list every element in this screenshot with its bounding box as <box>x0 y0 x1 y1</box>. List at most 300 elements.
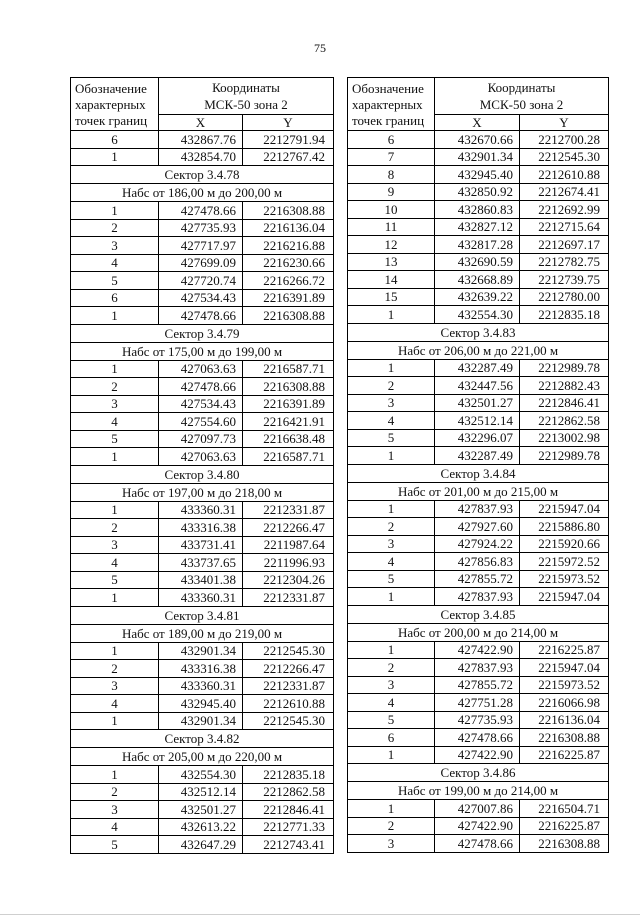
table-row <box>71 660 334 678</box>
x-coordinate-cell: 433316.38 <box>159 519 243 537</box>
y-coordinate-cell: 2212862.58 <box>243 783 334 801</box>
x-coordinate-cell: 432901.34 <box>435 148 520 166</box>
sector-row <box>71 730 334 748</box>
x-coordinate-cell: 427837.93 <box>435 588 520 606</box>
x-coordinate-cell: 432850.92 <box>435 183 520 201</box>
table-row <box>71 642 334 660</box>
y-coordinate-cell: 2216587.71 <box>243 448 334 466</box>
x-coordinate-cell: 432827.12 <box>435 218 520 236</box>
point-number-cell: 1 <box>71 501 159 519</box>
table-row <box>71 272 334 290</box>
y-coordinate-cell: 2216504.71 <box>520 800 609 818</box>
y-coordinate-cell: 2212692.99 <box>520 201 609 219</box>
table-row <box>348 800 609 818</box>
x-coordinate-cell: 432945.40 <box>435 166 520 184</box>
table-row <box>71 766 334 784</box>
y-coordinate-cell: 2216066.98 <box>520 694 609 712</box>
table-row <box>348 253 609 271</box>
point-number-cell: 4 <box>71 413 159 431</box>
y-coordinate-cell: 2215973.52 <box>520 570 609 588</box>
x-coordinate-cell: 432901.34 <box>159 642 243 660</box>
table-row <box>71 202 334 220</box>
y-coordinate-cell: 2216587.71 <box>243 360 334 378</box>
table-row <box>71 395 334 413</box>
y-coordinate-cell: 2216308.88 <box>243 202 334 220</box>
x-coordinate-cell: 427063.63 <box>159 360 243 378</box>
point-number-cell: 1 <box>348 359 435 377</box>
y-coordinate-cell: 2212882.43 <box>520 377 609 395</box>
point-number-cell: 4 <box>71 818 159 836</box>
y-coordinate-cell: 2215920.66 <box>520 535 609 553</box>
y-coordinate-cell: 2212674.41 <box>520 183 609 201</box>
point-number-cell: 5 <box>71 836 159 854</box>
y-coordinate-cell: 2216225.87 <box>520 746 609 764</box>
point-number-cell: 4 <box>348 553 435 571</box>
table-row <box>348 306 609 324</box>
x-coordinate-cell: 427735.93 <box>435 711 520 729</box>
table-row <box>71 783 334 801</box>
table-row <box>348 394 609 412</box>
sector-title: Сектор 3.4.82 <box>71 730 334 748</box>
y-coordinate-cell: 2216216.88 <box>243 237 334 255</box>
page-number: 75 <box>314 41 326 55</box>
point-number-cell: 3 <box>348 535 435 553</box>
y-coordinate-cell: 2216230.66 <box>243 254 334 272</box>
table-row <box>71 712 334 730</box>
x-coordinate-cell: 427699.09 <box>159 254 243 272</box>
range-row <box>71 483 334 501</box>
x-coordinate-cell: 427856.83 <box>435 553 520 571</box>
y-coordinate-cell: 2215947.04 <box>520 500 609 518</box>
y-coordinate-cell: 2212739.75 <box>520 271 609 289</box>
x-coordinate-cell: 432668.89 <box>435 271 520 289</box>
y-coordinate-cell: 2212743.41 <box>243 836 334 854</box>
point-number-cell: 5 <box>348 570 435 588</box>
point-designation-header <box>71 78 159 131</box>
y-coordinate-cell: 2212771.33 <box>243 818 334 836</box>
y-coordinate-cell: 2216225.87 <box>520 641 609 659</box>
height-range: Набс от 205,00 м до 220,00 м <box>71 748 334 766</box>
x-coordinate-cell: 427837.93 <box>435 500 520 518</box>
y-coordinate-cell: 2216308.88 <box>243 307 334 325</box>
point-number-cell: 1 <box>348 306 435 324</box>
coordinates-table-left <box>70 77 334 854</box>
y-coordinate-cell: 2212862.58 <box>520 412 609 430</box>
y-coordinate-cell: 2212989.78 <box>520 359 609 377</box>
x-coordinate-cell: 432647.29 <box>159 836 243 854</box>
table-row <box>348 711 609 729</box>
y-coordinate-cell: 2212331.87 <box>243 501 334 519</box>
table-row <box>71 519 334 537</box>
y-coordinate-cell: 2212266.47 <box>243 519 334 537</box>
x-coordinate-cell: 433360.31 <box>159 589 243 607</box>
table-row <box>348 553 609 571</box>
y-coordinate-cell: 2216308.88 <box>520 835 609 853</box>
point-number-cell: 4 <box>71 695 159 713</box>
sector-row <box>71 166 334 184</box>
sector-row <box>348 764 609 782</box>
x-coordinate-cell: 427097.73 <box>159 430 243 448</box>
point-number-cell: 3 <box>71 536 159 554</box>
range-row <box>348 782 609 800</box>
y-coordinate-cell: 2216308.88 <box>520 729 609 747</box>
x-coordinate-cell: 427837.93 <box>435 659 520 677</box>
x-coordinate-cell: 427478.66 <box>435 729 520 747</box>
range-row <box>348 623 609 641</box>
x-coordinate-cell: 427534.43 <box>159 395 243 413</box>
table-row <box>71 818 334 836</box>
y-coordinate-cell: 2215886.80 <box>520 518 609 536</box>
point-number-cell: 15 <box>348 288 435 306</box>
point-number-cell: 3 <box>71 677 159 695</box>
table-row <box>348 166 609 184</box>
table-row <box>348 500 609 518</box>
y-coordinate-cell: 2212846.41 <box>520 394 609 412</box>
x-coordinate-cell: 433731.41 <box>159 536 243 554</box>
sector-row <box>348 323 609 341</box>
y-coordinate-cell: 2212835.18 <box>520 306 609 324</box>
table-row <box>348 676 609 694</box>
height-range: Набс от 200,00 м до 214,00 м <box>348 623 609 641</box>
table-row <box>348 817 609 835</box>
y-coordinate-cell: 2212697.17 <box>520 236 609 254</box>
y-header: Y <box>243 115 334 131</box>
y-coordinate-cell: 2212780.00 <box>520 288 609 306</box>
x-coordinate-cell: 427924.22 <box>435 535 520 553</box>
point-number-cell: 6 <box>348 729 435 747</box>
x-coordinate-cell: 432501.27 <box>159 801 243 819</box>
sector-row <box>71 324 334 342</box>
range-row <box>71 748 334 766</box>
sector-title: Сектор 3.4.78 <box>71 166 334 184</box>
table-row <box>348 359 609 377</box>
point-number-cell: 5 <box>71 571 159 589</box>
y-coordinate-cell: 2212767.42 <box>243 148 334 166</box>
y-coordinate-cell: 2216638.48 <box>243 430 334 448</box>
x-coordinate-cell: 433316.38 <box>159 660 243 678</box>
point-number-cell: 5 <box>348 711 435 729</box>
x-coordinate-cell: 427735.93 <box>159 219 243 237</box>
sector-title: Сектор 3.4.83 <box>348 323 609 341</box>
point-designation-line-1: Обозначение <box>75 81 147 96</box>
x-coordinate-cell: 427478.66 <box>159 378 243 396</box>
y-coordinate-cell: 2215947.04 <box>520 659 609 677</box>
table-row <box>71 237 334 255</box>
point-number-cell: 1 <box>348 746 435 764</box>
x-coordinate-cell: 427422.90 <box>435 641 520 659</box>
x-coordinate-cell: 427720.74 <box>159 272 243 290</box>
table-row <box>71 801 334 819</box>
x-coordinate-cell: 427422.90 <box>435 817 520 835</box>
point-designation-line-2: характерных <box>352 97 423 112</box>
y-coordinate-cell: 2212545.30 <box>243 642 334 660</box>
point-number-cell: 3 <box>348 835 435 853</box>
y-coordinate-cell: 2212610.88 <box>243 695 334 713</box>
page-bottom-edge <box>0 914 640 915</box>
sector-row <box>71 465 334 483</box>
y-coordinate-cell: 2212545.30 <box>243 712 334 730</box>
point-number-cell: 5 <box>348 429 435 447</box>
y-coordinate-cell: 2216136.04 <box>520 711 609 729</box>
point-number-cell: 1 <box>348 588 435 606</box>
range-row <box>71 624 334 642</box>
x-coordinate-cell: 427478.66 <box>435 835 520 853</box>
sector-title: Сектор 3.4.86 <box>348 764 609 782</box>
x-coordinate-cell: 432945.40 <box>159 695 243 713</box>
table-row <box>348 131 609 149</box>
point-number-cell: 2 <box>71 783 159 801</box>
point-number-cell: 1 <box>71 448 159 466</box>
table-row <box>71 430 334 448</box>
coordinates-table-right <box>347 77 609 853</box>
y-coordinate-cell: 2216266.72 <box>243 272 334 290</box>
x-coordinate-cell: 427927.60 <box>435 518 520 536</box>
y-coordinate-cell: 2216225.87 <box>520 817 609 835</box>
table-row <box>348 518 609 536</box>
x-coordinate-cell: 427534.43 <box>159 289 243 307</box>
table-row <box>71 695 334 713</box>
coordinate-system: МСК-50 зона 2 <box>479 97 564 112</box>
y-coordinate-cell: 2212610.88 <box>520 166 609 184</box>
x-coordinate-cell: 432554.30 <box>159 766 243 784</box>
table-row <box>71 571 334 589</box>
x-coordinate-cell: 432860.83 <box>435 201 520 219</box>
y-coordinate-cell: 2215973.52 <box>520 676 609 694</box>
sector-title: Сектор 3.4.85 <box>348 605 609 623</box>
x-coordinate-cell: 432613.22 <box>159 818 243 836</box>
point-number-cell: 1 <box>71 148 159 166</box>
x-coordinate-cell: 427478.66 <box>159 202 243 220</box>
table-row <box>71 836 334 854</box>
point-number-cell: 12 <box>348 236 435 254</box>
x-coordinate-cell: 432287.49 <box>435 359 520 377</box>
table-row <box>71 536 334 554</box>
x-coordinate-cell: 432690.59 <box>435 253 520 271</box>
table-row <box>348 641 609 659</box>
x-coordinate-cell: 432512.14 <box>435 412 520 430</box>
y-header: Y <box>520 115 609 131</box>
x-coordinate-cell: 433360.31 <box>159 677 243 695</box>
x-coordinate-cell: 427007.86 <box>435 800 520 818</box>
point-number-cell: 2 <box>348 817 435 835</box>
x-coordinate-cell: 432447.56 <box>435 377 520 395</box>
range-row <box>348 482 609 500</box>
height-range: Набс от 201,00 м до 215,00 м <box>348 482 609 500</box>
point-number-cell: 1 <box>71 766 159 784</box>
x-coordinate-cell: 427855.72 <box>435 570 520 588</box>
y-coordinate-cell: 2211987.64 <box>243 536 334 554</box>
table-row <box>71 378 334 396</box>
point-number-cell: 2 <box>71 519 159 537</box>
point-designation-line-2: характерных <box>75 97 146 112</box>
point-number-cell: 1 <box>348 500 435 518</box>
table-row <box>71 360 334 378</box>
y-coordinate-cell: 2215947.04 <box>520 588 609 606</box>
point-number-cell: 3 <box>348 676 435 694</box>
sector-title: Сектор 3.4.80 <box>71 465 334 483</box>
table-row <box>348 288 609 306</box>
x-coordinate-cell: 433737.65 <box>159 554 243 572</box>
table-row <box>348 535 609 553</box>
sector-row <box>348 464 609 482</box>
point-number-cell: 1 <box>348 641 435 659</box>
y-coordinate-cell: 2213002.98 <box>520 429 609 447</box>
point-number-cell: 2 <box>71 219 159 237</box>
y-coordinate-cell: 2212715.64 <box>520 218 609 236</box>
height-range: Набс от 175,00 м до 199,00 м <box>71 342 334 360</box>
point-number-cell: 4 <box>71 254 159 272</box>
y-coordinate-cell: 2212989.78 <box>520 447 609 465</box>
point-number-cell: 3 <box>348 394 435 412</box>
point-designation-line-3: точек границ <box>352 113 425 128</box>
x-coordinate-cell: 432287.49 <box>435 447 520 465</box>
y-coordinate-cell: 2216421.91 <box>243 413 334 431</box>
x-coordinate-cell: 432554.30 <box>435 306 520 324</box>
point-number-cell: 11 <box>348 218 435 236</box>
table-row <box>71 448 334 466</box>
table-row <box>348 835 609 853</box>
point-number-cell: 4 <box>348 694 435 712</box>
table-row <box>348 236 609 254</box>
table-row <box>71 501 334 519</box>
x-coordinate-cell: 427717.97 <box>159 237 243 255</box>
point-number-cell: 1 <box>71 589 159 607</box>
x-coordinate-cell: 432901.34 <box>159 712 243 730</box>
point-designation-line-1: Обозначение <box>352 81 424 96</box>
point-number-cell: 1 <box>71 712 159 730</box>
table-row <box>348 412 609 430</box>
point-number-cell: 5 <box>71 430 159 448</box>
x-coordinate-cell: 427063.63 <box>159 448 243 466</box>
x-header: X <box>159 115 243 131</box>
x-coordinate-cell: 427855.72 <box>435 676 520 694</box>
coordinates-title: Координаты <box>487 80 556 95</box>
point-number-cell: 1 <box>348 447 435 465</box>
point-number-cell: 10 <box>348 201 435 219</box>
point-number-cell: 1 <box>71 360 159 378</box>
table-row <box>348 201 609 219</box>
point-number-cell: 4 <box>71 554 159 572</box>
point-number-cell: 2 <box>348 377 435 395</box>
x-coordinate-cell: 432501.27 <box>435 394 520 412</box>
point-number-cell: 13 <box>348 253 435 271</box>
y-coordinate-cell: 2211996.93 <box>243 554 334 572</box>
y-coordinate-cell: 2212545.30 <box>520 148 609 166</box>
point-number-cell: 1 <box>348 800 435 818</box>
point-number-cell: 3 <box>71 801 159 819</box>
point-number-cell: 2 <box>348 518 435 536</box>
point-designation-line-3: точек границ <box>75 113 148 128</box>
point-number-cell: 6 <box>71 289 159 307</box>
x-coordinate-cell: 432854.70 <box>159 148 243 166</box>
x-header: X <box>435 115 520 131</box>
table-row <box>348 694 609 712</box>
x-coordinate-cell: 432639.22 <box>435 288 520 306</box>
x-coordinate-cell: 433360.31 <box>159 501 243 519</box>
y-coordinate-cell: 2212700.28 <box>520 131 609 149</box>
x-coordinate-cell: 427751.28 <box>435 694 520 712</box>
table-row <box>348 570 609 588</box>
point-number-cell: 1 <box>71 307 159 325</box>
sector-row <box>71 606 334 624</box>
table-row <box>71 554 334 572</box>
range-row <box>71 184 334 202</box>
y-coordinate-cell: 2212782.75 <box>520 253 609 271</box>
point-number-cell: 3 <box>71 237 159 255</box>
table-row <box>348 659 609 677</box>
point-number-cell: 9 <box>348 183 435 201</box>
y-coordinate-cell: 2216308.88 <box>243 378 334 396</box>
y-coordinate-cell: 2212266.47 <box>243 660 334 678</box>
height-range: Набс от 186,00 м до 200,00 м <box>71 184 334 202</box>
point-number-cell: 2 <box>348 659 435 677</box>
table-row <box>348 271 609 289</box>
table-row <box>348 148 609 166</box>
sector-title: Сектор 3.4.79 <box>71 324 334 342</box>
x-coordinate-cell: 432296.07 <box>435 429 520 447</box>
point-number-cell: 4 <box>348 412 435 430</box>
y-coordinate-cell: 2212791.94 <box>243 131 334 149</box>
y-coordinate-cell: 2212304.26 <box>243 571 334 589</box>
y-coordinate-cell: 2212846.41 <box>243 801 334 819</box>
point-number-cell: 7 <box>348 148 435 166</box>
height-range: Набс от 206,00 м до 221,00 м <box>348 341 609 359</box>
table-row <box>71 307 334 325</box>
y-coordinate-cell: 2212331.87 <box>243 589 334 607</box>
height-range: Набс от 199,00 м до 214,00 м <box>348 782 609 800</box>
y-coordinate-cell: 2216391.89 <box>243 289 334 307</box>
table-row <box>348 729 609 747</box>
x-coordinate-cell: 427554.60 <box>159 413 243 431</box>
point-number-cell: 1 <box>71 642 159 660</box>
point-number-cell: 8 <box>348 166 435 184</box>
table-row <box>348 588 609 606</box>
sector-row <box>348 605 609 623</box>
point-number-cell: 6 <box>348 131 435 149</box>
table-row <box>348 447 609 465</box>
range-row <box>348 341 609 359</box>
y-coordinate-cell: 2212331.87 <box>243 677 334 695</box>
x-coordinate-cell: 427478.66 <box>159 307 243 325</box>
coordinates-header <box>159 78 334 115</box>
point-number-cell: 2 <box>71 378 159 396</box>
table-row <box>71 131 334 149</box>
table-row <box>71 289 334 307</box>
point-number-cell: 2 <box>71 660 159 678</box>
point-number-cell: 3 <box>71 395 159 413</box>
coordinates-header <box>435 78 609 115</box>
table-row <box>348 746 609 764</box>
point-number-cell: 1 <box>71 202 159 220</box>
x-coordinate-cell: 432867.76 <box>159 131 243 149</box>
height-range: Набс от 197,00 м до 218,00 м <box>71 483 334 501</box>
table-row <box>71 254 334 272</box>
point-number-cell: 5 <box>71 272 159 290</box>
table-row <box>71 148 334 166</box>
coordinates-title: Координаты <box>212 80 280 95</box>
x-coordinate-cell: 432670.66 <box>435 131 520 149</box>
table-row <box>71 413 334 431</box>
x-coordinate-cell: 432817.28 <box>435 236 520 254</box>
y-coordinate-cell: 2212835.18 <box>243 766 334 784</box>
table-row <box>71 589 334 607</box>
table-row <box>348 183 609 201</box>
table-row <box>71 219 334 237</box>
height-range: Набс от 189,00 м до 219,00 м <box>71 624 334 642</box>
point-number-cell: 6 <box>71 131 159 149</box>
coordinate-system: МСК-50 зона 2 <box>204 97 288 112</box>
point-designation-header <box>348 78 435 131</box>
